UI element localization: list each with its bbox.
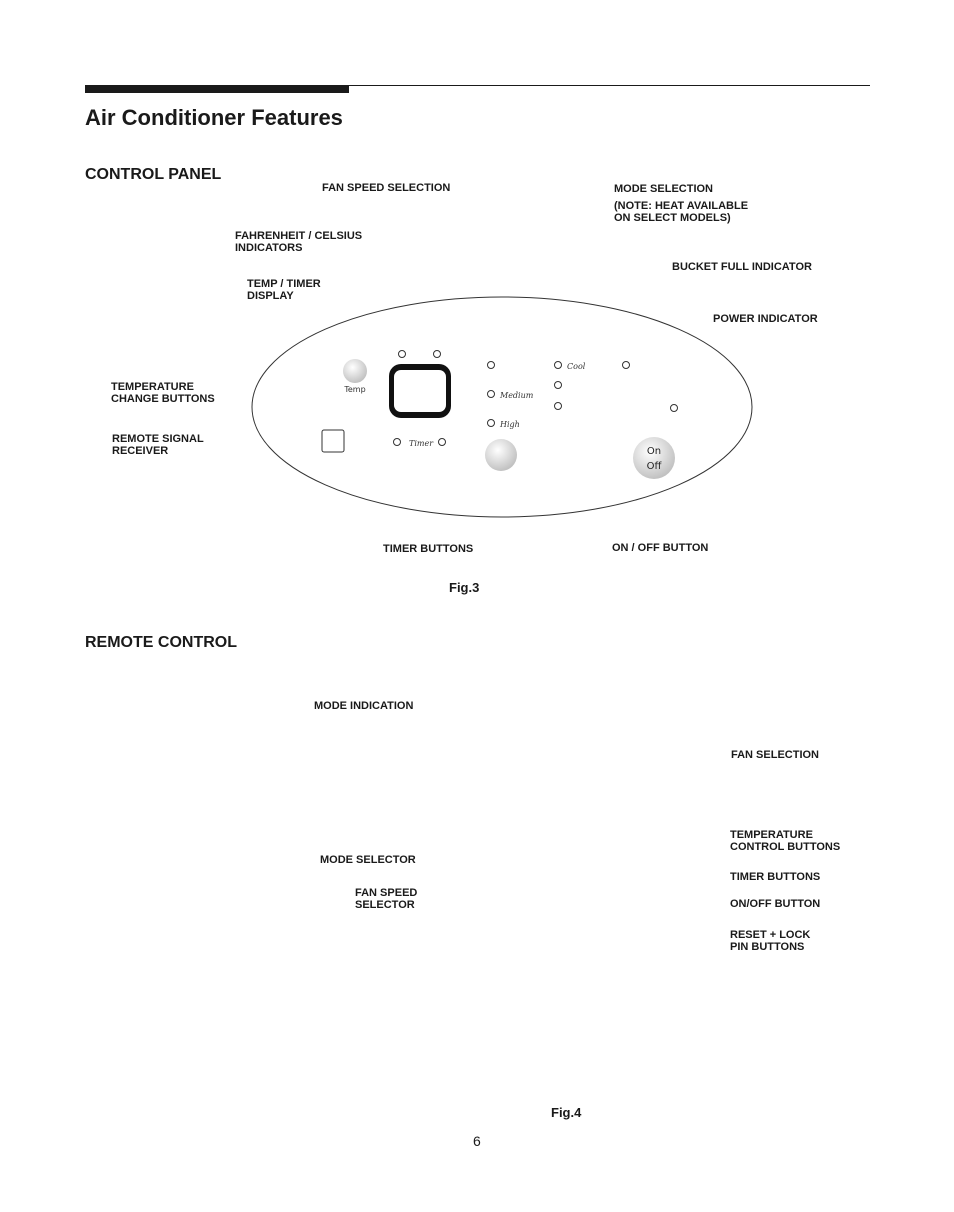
celsius-indicator [434,351,441,358]
label-bucket-full: BUCKET FULL INDICATOR [672,261,812,273]
timer-button-down[interactable] [394,439,401,446]
label-remote-on-off: ON/OFF BUTTON [730,898,821,910]
temp-button[interactable] [343,359,367,383]
cool-text: Cool [567,362,586,371]
page-number: 6 [473,1133,481,1149]
label-mode-indication: MODE INDICATION [314,700,414,712]
label-fan-selection: FAN SELECTION [731,749,820,761]
on-off-button[interactable] [633,437,675,479]
label-remote-timer-buttons: TIMER BUTTONS [730,871,821,883]
label-timer-buttons: TIMER BUTTONS [383,543,474,555]
remote-control-heading: REMOTE CONTROL [85,634,237,651]
control-panel-diagram [240,290,770,526]
mode-cool-indicator [555,362,562,369]
temp-button-text: Temp [344,385,366,394]
control-panel-heading: CONTROL PANEL [85,166,222,183]
label-on-off-button: ON / OFF BUTTON [612,542,709,554]
label-temp-timer-display: TEMP / TIMER DISPLAY [247,278,321,302]
label-remote-signal: REMOTE SIGNAL RECEIVER [112,433,204,457]
label-fahrenheit-celsius: FAHRENHEIT / CELSIUS INDICATORS [235,230,363,254]
fan-high-indicator [488,420,495,427]
label-mode-note: (NOTE: HEAT AVAILABLE ON SELECT MODELS) [614,200,749,224]
header-rule-thick [85,86,349,93]
timer-text: Timer [409,439,434,448]
label-reset-lock: RESET + LOCK PIN BUTTONS [730,929,811,953]
fahrenheit-indicator [399,351,406,358]
mode-heat-indicator [555,403,562,410]
label-temperature-control: TEMPERATURE CONTROL BUTTONS [730,829,841,853]
fan-low-indicator [488,362,495,369]
label-fan-speed-selection: FAN SPEED SELECTION [322,182,451,194]
label-temperature-change: TEMPERATURE CHANGE BUTTONS [111,381,215,405]
label-power-indicator: POWER INDICATOR [713,313,818,325]
high-text: High [500,420,520,429]
on-text: On [646,446,662,457]
fan-speed-button[interactable] [485,439,517,471]
off-text: Off [646,461,662,472]
medium-text: Medium [500,391,534,400]
label-mode-selector: MODE SELECTOR [320,854,416,866]
display-screen [394,370,446,412]
power-indicator [671,405,678,412]
mode-fan-indicator [555,382,562,389]
figure-4-caption: Fig.4 [551,1105,582,1120]
fan-medium-indicator [488,391,495,398]
bucket-full-indicator [623,362,630,369]
remote-signal-receiver [322,430,344,452]
figure-3-caption: Fig.3 [449,580,480,595]
page-title: Air Conditioner Features [85,105,343,130]
timer-button-up[interactable] [439,439,446,446]
label-fan-speed-selector: FAN SPEED SELECTOR [355,887,418,911]
label-mode-selection: MODE SELECTION [614,183,714,195]
